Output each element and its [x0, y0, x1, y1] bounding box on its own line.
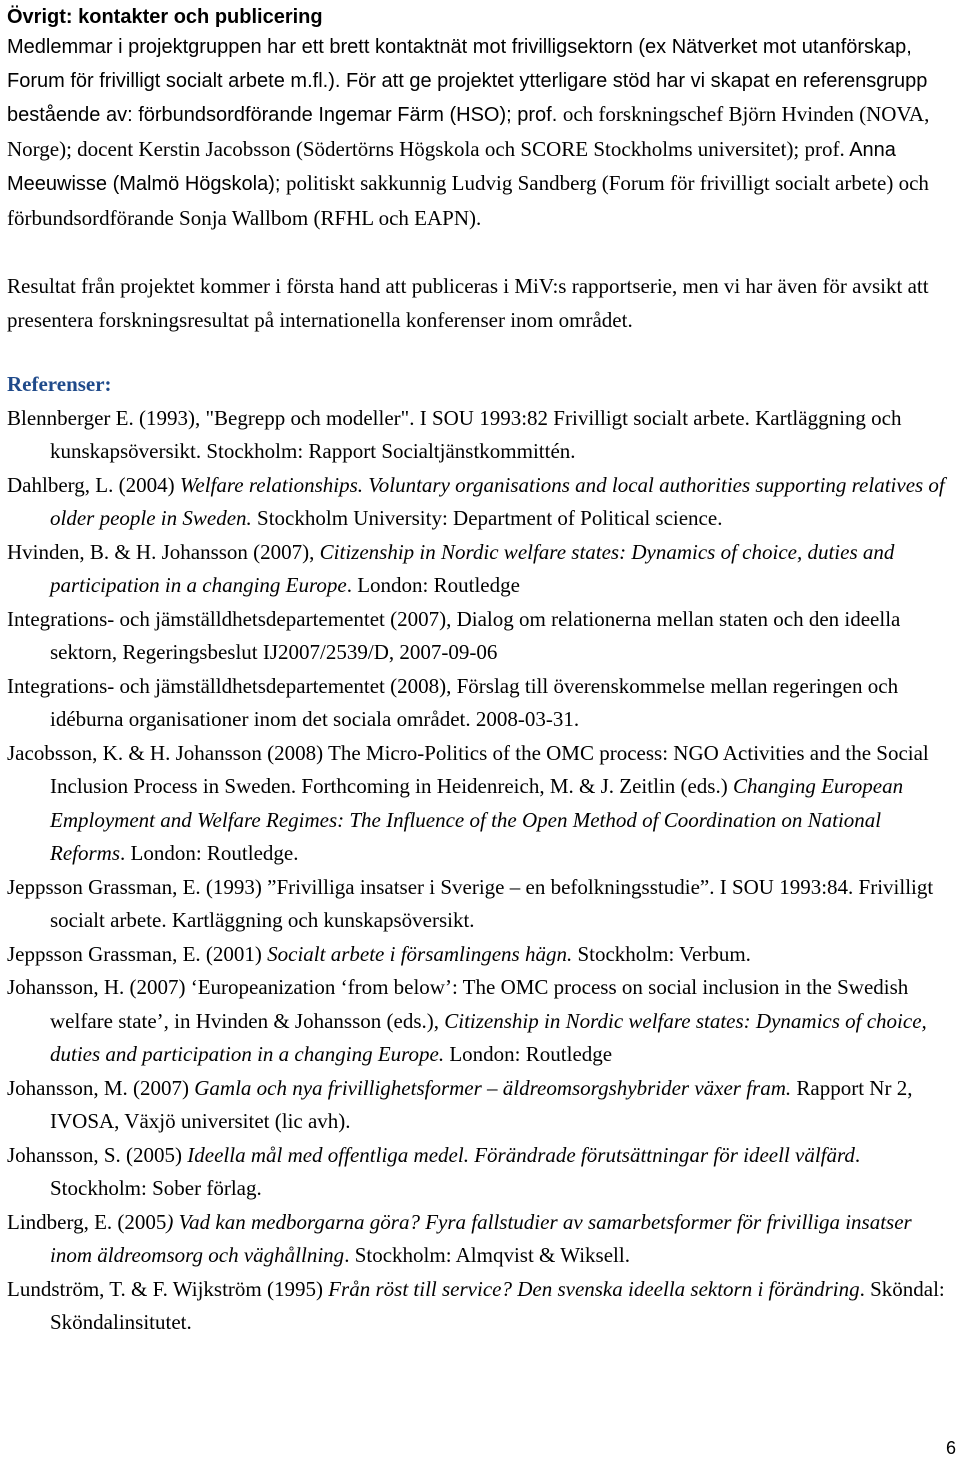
reference-item: Hvinden, B. & H. Johansson (2007), Citizenship in Nordic welfare states: Dynamics of choice, duties and participation in a changing Europe. London: Routledge	[7, 539, 895, 597]
references-heading: Referenser:	[7, 372, 112, 396]
page-number: 6	[945, 1438, 956, 1458]
contacts-paragraph	[7, 31, 955, 236]
document-page	[7, 0, 955, 1340]
reference-item: Johansson, H. (2007) ‘Europeanization ‘from below’: The OMC process on social inclusion in the Swedish welfare state’, in Hvinden & Johansson (eds.), Citizenship in Nordic welfare states: Dynamics of choice, duties and participation in a changing Europe. London: Routledge	[7, 975, 927, 1066]
contacts-text-part-3: Anna Meeuwisse (Malmö Högskola);	[7, 138, 896, 195]
reference-item: Jeppsson Grassman, E. (2001) Socialt arbete i församlingens hägn. Stockholm: Verbum.	[7, 941, 751, 966]
contacts-text-part-1: Medlemmar i projektgruppen har ett brett kontaktnät mot frivilligsektorn (ex Nätverket mot utanförskap, Forum för frivilligt socialt arbete m.fl.). För att ge projektet ytterligare stöd har vi skapat en referensgrupp bestående av: förbundsordförande Ingemar Färm (HSO); prof.	[7, 36, 928, 126]
reference-item: Johansson, S. (2005) Ideella mål med offentliga medel. Förändrade förutsättningar för ideell välfärd. Stockholm: Sober förlag.	[7, 1142, 861, 1200]
reference-item: Integrations- och jämställdhetsdepartementet (2007), Dialog om relationerna mellan staten och den ideella sektorn, Regeringsbeslut IJ2007/2539/D, 2007-09-06	[7, 606, 901, 664]
reference-item: Lundström, T. & F. Wijkström (1995) Från röst till service? Den svenska ideella sektorn i förändring. Sköndal: Sköndalinsitutet.	[7, 1276, 945, 1334]
reference-item: Lindberg, E. (2005) Vad kan medborgarna göra? Fyra fallstudier av samarbetsformer för frivilliga insatser inom äldreomsorg och väghållning. Stockholm: Almqvist & Wiksell.	[7, 1209, 912, 1267]
contacts-text-part-4: politiskt sakkunnig Ludvig Sandberg (Forum för frivilligt socialt arbete) och förbundsordförande Sonja Wallbom (RFHL och EAPN).	[7, 171, 929, 230]
contacts-text-part-2: och forskningschef Björn Hvinden (NOVA, Norge); docent Kerstin Jacobsson (Södertörns Högskola och SCORE Stockholms universitet); prof.	[7, 102, 930, 161]
results-paragraph: Resultat från projektet kommer i första hand att publiceras i MiV:s rapportserie, men vi har även för avsikt att presentera forskningsresultat på internationella konferenser inom området.	[7, 274, 929, 332]
reference-item: Integrations- och jämställdhetsdepartementet (2008), Förslag till överenskommelse mellan regeringen och idéburna organisationer inom det sociala området. 2008-03-31.	[7, 673, 899, 731]
reference-item: Blennberger E. (1993), "Begrepp och modeller". I SOU 1993:82 Frivilligt socialt arbete. Kartläggning och kunskapsöversikt. Stockholm: Rapport Socialtjänstkommittén.	[7, 405, 902, 463]
reference-item: Johansson, M. (2007) Gamla och nya frivillighetsformer – äldreomsorgshybrider växer fram. Rapport Nr 2, IVOSA, Växjö universitet (lic avh).	[7, 1075, 913, 1133]
reference-item: Jeppsson Grassman, E. (1993) ”Frivilliga insatser i Sverige – en befolkningsstudie”. I SOU 1993:84. Frivilligt socialt arbete. Kartläggning och kunskapsöversikt.	[7, 874, 934, 932]
reference-item: Dahlberg, L. (2004) Welfare relationships. Voluntary organisations and local authorities supporting relatives of older people in Sweden. Stockholm University: Department of Political science.	[7, 472, 945, 530]
reference-item: Jacobsson, K. & H. Johansson (2008) The Micro-Politics of the OMC process: NGO Activities and the Social Inclusion Process in Sweden. Forthcoming in Heidenreich, M. & J. Zeitlin (eds.) Changing European Employment and Welfare Regimes: The Influence of the Open Method of Coordination on National Reforms. London: Routledge.	[7, 740, 929, 865]
section-heading: Övrigt: kontakter och publicering	[7, 6, 323, 28]
reference-list	[7, 402, 955, 1340]
